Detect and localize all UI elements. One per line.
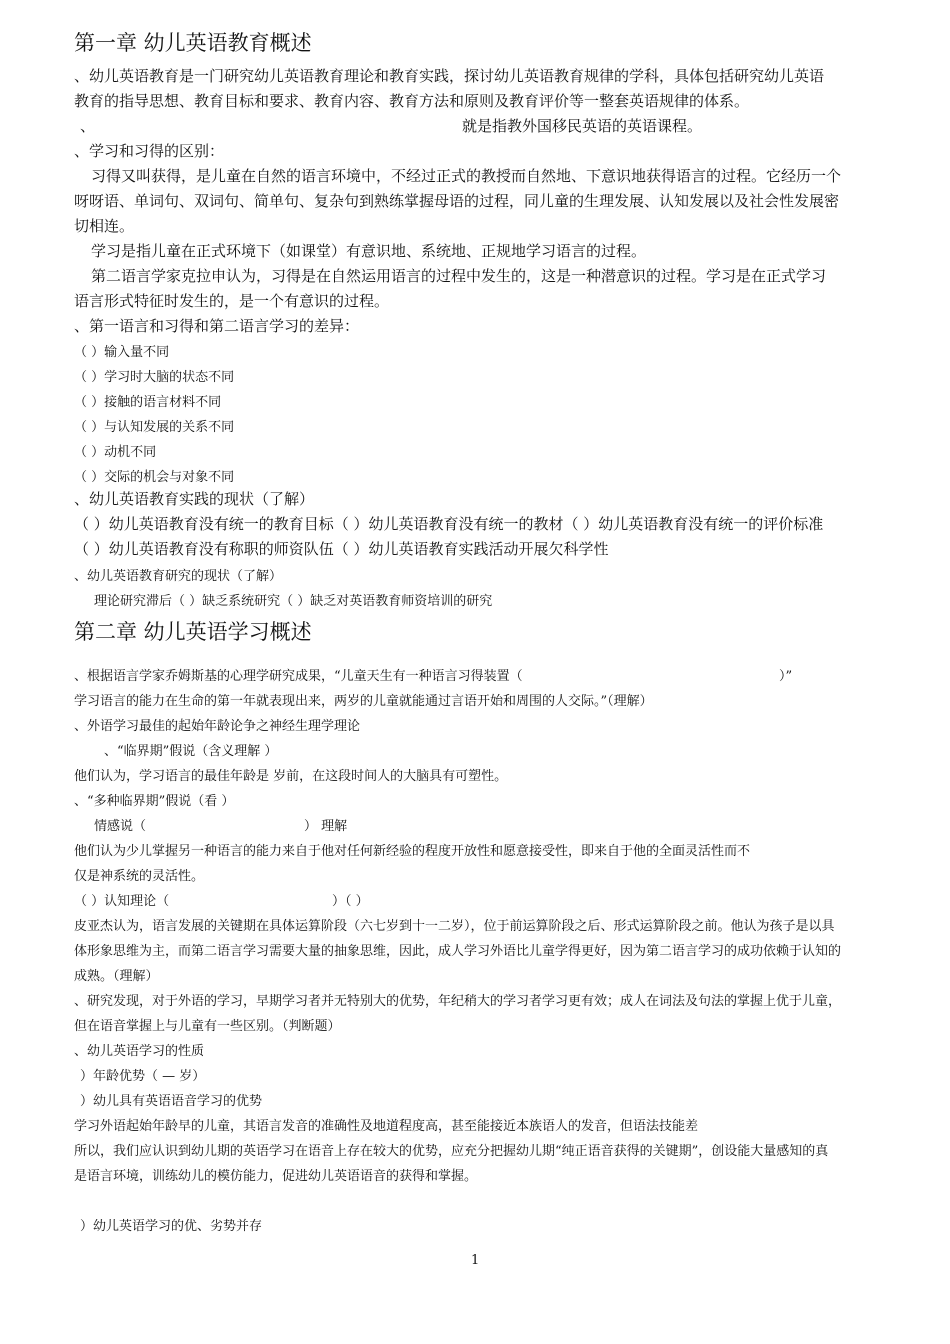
paragraph-line: 他们认为，学习语言的最佳年龄是 岁前，在这段时间人的大脑具有可塑性。	[74, 769, 508, 784]
section-heading: 、幼儿英语教育实践的现状（了解）	[74, 490, 315, 508]
paragraph-line: 呀呀语、单词句、双词句、简单句、复杂句到熟练掌握母语的过程，同儿童的生理发展、认知发展以及社会性发展密	[74, 192, 840, 210]
subsection-heading: ）幼儿具有英语语音学习的优势	[80, 1094, 263, 1109]
paragraph-line: ） 理解	[304, 819, 348, 834]
section-heading: 、幼儿英语学习的性质	[74, 1044, 205, 1059]
paragraph-line: 成熟。（理解）	[74, 969, 159, 984]
paragraph-line: 学习外语起始年龄早的儿童，其语言发音的准确性及地道程度高，甚至能接近本族语人的发音，但语法技能差	[74, 1119, 699, 1134]
chapter-2-title: 第二章 幼儿英语学习概述	[74, 620, 312, 644]
list-item: （ ）接触的语言材料不同	[74, 395, 222, 410]
section-heading: 、外语学习最佳的起始年龄论争之神经生理学理论	[74, 719, 361, 734]
paragraph-line: 理论研究滞后（ ）缺乏系统研究（ ）缺乏对英语教育师资培训的研究	[94, 594, 493, 609]
paragraph-line: 情感说（	[94, 819, 147, 834]
subsection-heading: 、“临界期”假说（含义理解 ）	[104, 744, 278, 759]
paragraph-line: 学习是指儿童在正式环境下（如课堂）有意识地、系统地、正规地学习语言的过程。	[91, 242, 647, 260]
paragraph-line: （ ）幼儿英语教育没有称职的师资队伍（ ）幼儿英语教育实践活动开展欠科学性	[74, 540, 609, 558]
section-heading: 、第一语言和习得和第二语言学习的差异：	[74, 317, 360, 335]
list-item: （ ）学习时大脑的状态不同	[74, 370, 235, 385]
paragraph-line: 体形象思维为主，而第二语言学习需要大量的抽象思维，因此，成人学习外语比儿童学得更好，因为第二语言学习的成功依赖于认知的	[74, 944, 842, 959]
section-heading: 、学习和习得的区别：	[74, 142, 225, 160]
paragraph-line: 教育的指导思想、教育目标和要求、教育内容、教育方法和原则及教育评价等一整套英语规律的体系。	[74, 92, 750, 110]
section-heading: 、幼儿英语教育研究的现状（了解）	[74, 569, 283, 584]
paragraph-line: 但在语音掌握上与儿童有一些区别。（判断题）	[74, 1019, 341, 1034]
paragraph-line: 所以，我们应认识到幼儿期的英语学习在语音上存在较大的优势，应充分把握幼儿期“纯正语音获得的关键期”，创设能大量感知的真	[74, 1144, 829, 1159]
subsection-heading: （ ）认知理论（	[74, 894, 170, 909]
paragraph-line: 语言形式特征时发生的，是一个有意识的过程。	[74, 292, 390, 310]
paragraph-line: 皮亚杰认为，语言发展的关键期在具体运算阶段（六七岁到十一二岁），位于前运算阶段之后、形式运算阶段之前。他认为孩子是以具	[74, 919, 835, 934]
paragraph-line: 第二语言学家克拉申认为，习得是在自然运用语言的过程中发生的，这是一种潜意识的过程。学习是在正式学习	[91, 267, 827, 285]
paragraph-line: 、根据语言学家乔姆斯基的心理学研究成果，“儿童天生有一种语言习得装置（	[74, 669, 523, 684]
paragraph-line: 学习语言的能力在生命的第一年就表现出来，两岁的儿童就能通过言语开始和周围的人交际。”（理解）	[74, 694, 653, 709]
subsection-heading: ）幼儿英语学习的优、劣势并存	[80, 1219, 263, 1234]
paragraph-line: 、研究发现，对于外语的学习，早期学习者并无特别大的优势，年纪稍大的学习者学习更有效；成人在词法及句法的掌握上优于儿童，	[74, 994, 842, 1009]
paragraph-line: 他们认为少儿掌握另一种语言的能力来自于他对任何新经验的程度开放性和愿意接受性，即来自于他的全面灵活性而不	[74, 844, 751, 859]
paragraph-line: 切相连。	[74, 217, 135, 235]
paragraph-line: 就是指教外国移民英语的英语课程。	[462, 117, 703, 135]
list-item: （ ）交际的机会与对象不同	[74, 470, 235, 485]
subsection-heading: ）年龄优势（ — 岁）	[80, 1069, 206, 1084]
paragraph-line: 仅是神系统的灵活性。	[74, 869, 205, 884]
paragraph-line: （ ）幼儿英语教育没有统一的教育目标（ ）幼儿英语教育没有统一的教材（ ）幼儿英语教育没有统一的评价标准	[74, 515, 824, 533]
paragraph-line: ）（ ）	[332, 894, 369, 909]
chapter-1-title: 第一章 幼儿英语教育概述	[74, 31, 312, 55]
list-item: （ ）输入量不同	[74, 345, 170, 360]
subsection-heading: 、“多种临界期”假说（看 ）	[74, 794, 235, 809]
paragraph-line: ）”	[779, 669, 793, 684]
paragraph-line: 习得又叫获得，是儿童在自然的语言环境中，不经过正式的教授而自然地、下意识地获得语言的过程。它经历一个	[91, 167, 842, 185]
list-item: （ ）动机不同	[74, 445, 157, 460]
paragraph-line: 、	[80, 117, 96, 135]
page-number: 1	[471, 1253, 480, 1268]
list-item: （ ）与认知发展的关系不同	[74, 420, 235, 435]
paragraph-line: 是语言环境，训练幼儿的模仿能力，促进幼儿英语语音的获得和掌握。	[74, 1169, 478, 1184]
paragraph-line: 、幼儿英语教育是一门研究幼儿英语教育理论和教育实践，探讨幼儿英语教育规律的学科，具体包括研究幼儿英语	[74, 67, 825, 85]
